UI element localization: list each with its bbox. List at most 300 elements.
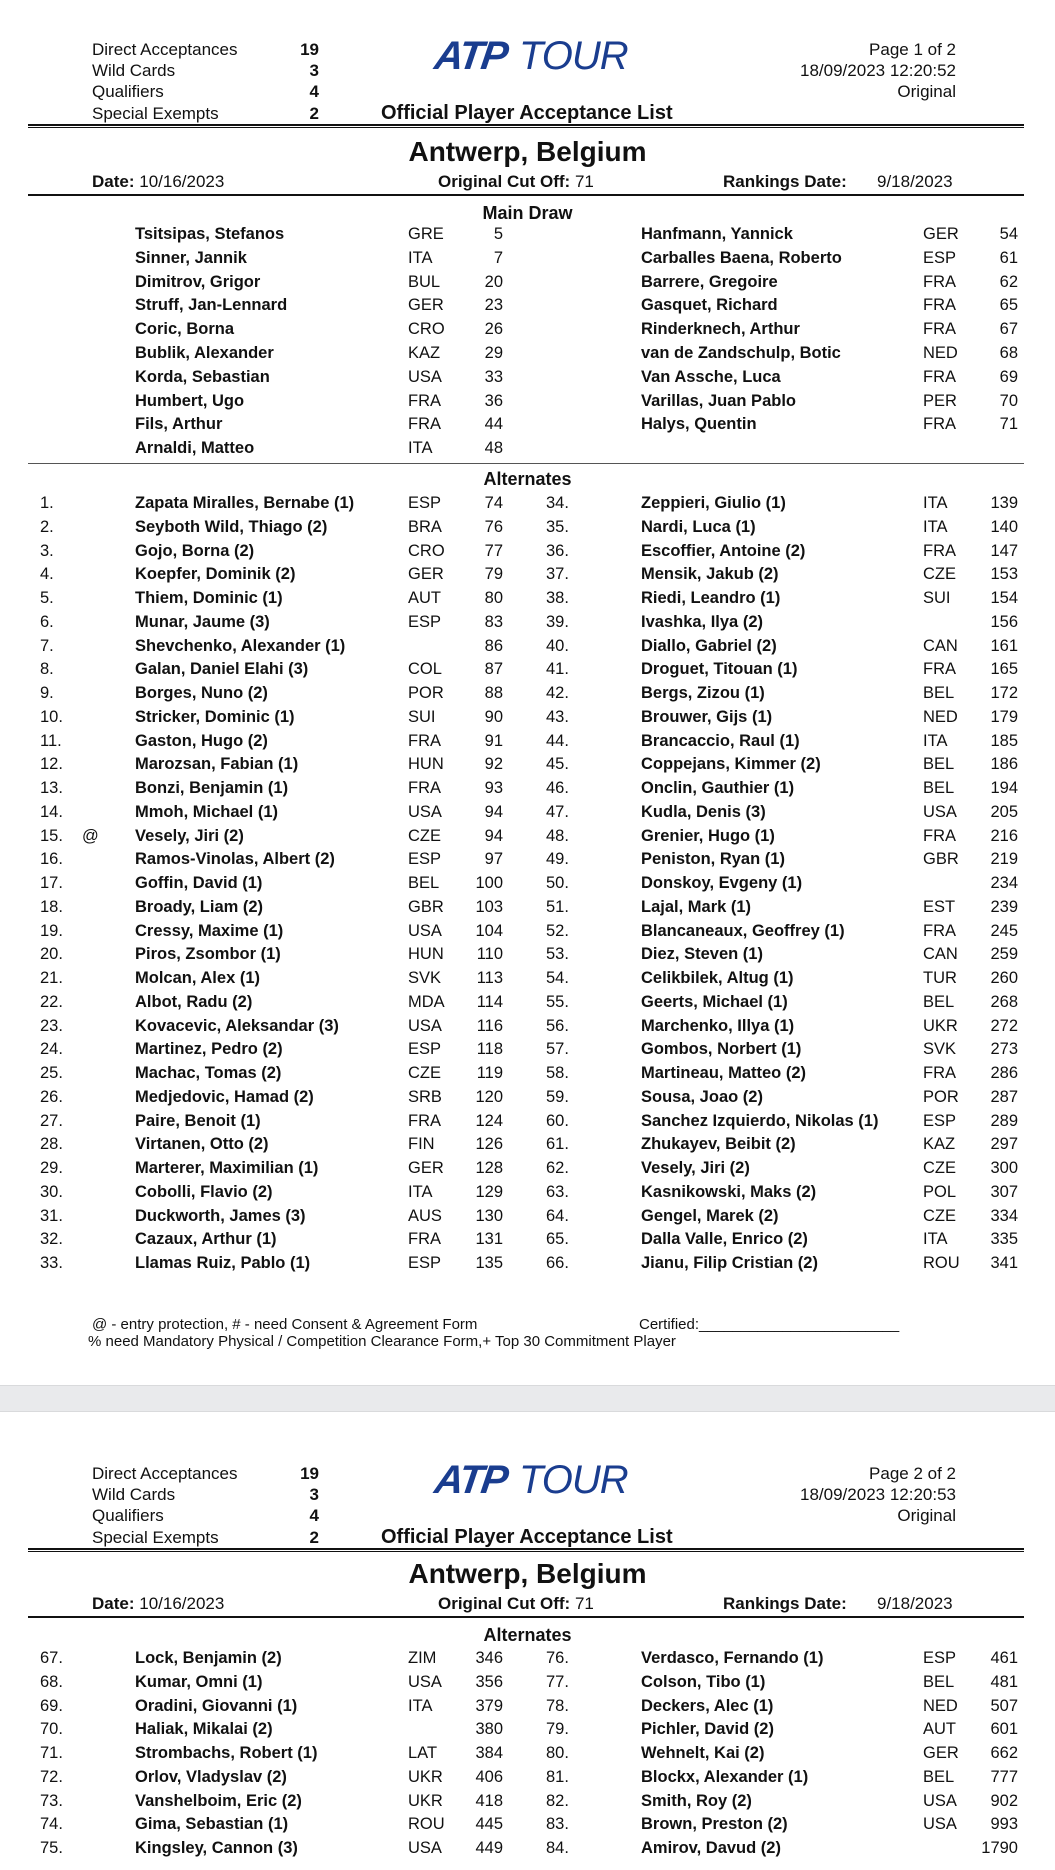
player-name: Seyboth Wild, Thiago (2) [135, 517, 328, 536]
table-row [0, 922, 1055, 946]
date-value: 10/16/2023 [139, 1594, 225, 1613]
player-nationality: FRA [923, 660, 956, 679]
stat-label-wildcards: Wild Cards [92, 1485, 176, 1504]
player-ranking: 36 [484, 391, 503, 410]
player-ranking: 61 [999, 248, 1018, 267]
certified-line: Certified:________________________ [639, 1316, 900, 1333]
stat-label-direct: Direct Acceptances [92, 1464, 238, 1483]
player-nationality: NED [923, 344, 958, 362]
player-name: Thiem, Dominic (1) [135, 589, 283, 607]
player-nationality: SUI [408, 707, 436, 726]
player-name: Hanfmann, Yannick [641, 225, 793, 243]
alternate-number: 27. [40, 1111, 63, 1130]
player-nationality: ZIM [408, 1649, 437, 1667]
player-ranking: 76 [484, 517, 503, 536]
player-nationality: ITA [923, 517, 948, 536]
alternate-number: 2. [40, 517, 54, 536]
player-ranking: 131 [475, 1230, 503, 1249]
alternate-number: 30. [40, 1182, 63, 1201]
player-nationality: GBR [408, 897, 444, 916]
table-row [0, 1159, 1055, 1183]
player-ranking: 147 [990, 541, 1018, 560]
player-name: Blockx, Alexander (1) [641, 1767, 809, 1786]
player-name: Paire, Benoit (1) [135, 1111, 261, 1130]
player-nationality: ITA [408, 439, 433, 458]
player-nationality: KAZ [408, 344, 441, 362]
player-ranking: 307 [990, 1182, 1018, 1201]
table-row [0, 1064, 1055, 1088]
alternate-number: 78. [546, 1696, 569, 1715]
player-name: Marozsan, Fabian (1) [135, 755, 299, 774]
player-name: Brown, Preston (2) [641, 1815, 788, 1834]
alternate-number: 44. [546, 731, 569, 750]
table-row [0, 296, 1055, 320]
alternate-number: 59. [546, 1087, 569, 1106]
alternate-number: 10. [40, 707, 63, 726]
alternate-number: 1. [40, 494, 54, 512]
player-name: Llamas Ruiz, Pablo (1) [135, 1254, 311, 1272]
player-ranking: 219 [990, 850, 1018, 869]
player-ranking: 74 [484, 494, 503, 512]
player-ranking: 67 [999, 320, 1018, 339]
table-row [0, 1112, 1055, 1136]
table-row [0, 518, 1055, 542]
alternate-number: 48. [546, 826, 569, 845]
player-name: Blancaneaux, Geoffrey (1) [641, 921, 845, 940]
alternate-number: 32. [40, 1230, 63, 1249]
player-name: Sinner, Jannik [135, 248, 247, 267]
player-ranking: 129 [475, 1182, 503, 1201]
tour-logo-text: TOUR [519, 1458, 628, 1502]
player-name: Peniston, Ryan (1) [641, 850, 785, 869]
player-name: Virtanen, Otto (2) [135, 1135, 269, 1154]
player-ranking: 20 [484, 272, 503, 291]
player-name: Diez, Steven (1) [641, 945, 763, 964]
table-row [0, 1839, 1055, 1863]
alternate-number: 67. [40, 1649, 63, 1667]
player-nationality: AUT [923, 1720, 956, 1739]
player-ranking: 481 [990, 1672, 1018, 1691]
player-name: Arnaldi, Matteo [135, 439, 255, 458]
table-row [0, 803, 1055, 827]
alternate-number: 41. [546, 660, 569, 679]
player-nationality: CAN [923, 636, 958, 655]
player-name: Mmoh, Michael (1) [135, 802, 279, 821]
player-nationality: ESP [923, 1649, 957, 1667]
player-ranking: 507 [990, 1696, 1018, 1715]
player-ranking: 418 [475, 1791, 503, 1810]
alternate-number: 72. [40, 1767, 63, 1786]
player-name: Jianu, Filip Cristian (2) [641, 1254, 818, 1272]
table-row [0, 344, 1055, 368]
table-row [0, 993, 1055, 1017]
player-nationality: GER [923, 225, 959, 243]
player-name: Gojo, Borna (2) [135, 541, 255, 560]
player-name: Gengel, Marek (2) [641, 1206, 779, 1225]
player-name: Mensik, Jakub (2) [641, 565, 779, 584]
player-nationality: USA [923, 1815, 957, 1834]
table-row [0, 1183, 1055, 1207]
player-nationality: CZE [408, 1064, 441, 1082]
player-ranking: 449 [475, 1839, 503, 1857]
player-name: Kasnikowski, Maks (2) [641, 1182, 817, 1201]
player-name: Escoffier, Antoine (2) [641, 541, 806, 560]
table-row [0, 850, 1055, 874]
player-nationality: CZE [923, 1206, 956, 1225]
alternate-number: 20. [40, 945, 63, 964]
player-name: Gima, Sebastian (1) [135, 1815, 289, 1834]
table-row [0, 1815, 1055, 1839]
player-nationality: USA [408, 921, 442, 940]
alternate-number: 47. [546, 802, 569, 821]
player-ranking: 104 [475, 921, 503, 940]
player-nationality: ITA [408, 1182, 433, 1201]
player-ranking: 289 [990, 1111, 1018, 1130]
player-ranking: 97 [484, 850, 503, 869]
player-nationality: AUT [408, 589, 441, 607]
player-nationality: USA [923, 802, 957, 821]
player-nationality: GER [408, 1159, 444, 1177]
player-ranking: 461 [990, 1649, 1018, 1667]
player-nationality: SUI [923, 589, 951, 607]
table-row [0, 732, 1055, 756]
player-ranking: 116 [476, 1016, 503, 1035]
player-name: Sousa, Joao (2) [641, 1087, 763, 1106]
player-name: Broady, Liam (2) [135, 897, 264, 916]
section-divider [28, 463, 1024, 464]
alternate-number: 73. [40, 1791, 63, 1810]
player-name: Marchenko, Illya (1) [641, 1016, 795, 1035]
table-row [0, 494, 1055, 518]
player-nationality: ITA [408, 248, 433, 267]
player-name: Zhukayev, Beibit (2) [641, 1135, 796, 1154]
player-ranking: 128 [475, 1159, 503, 1177]
footer-legend-2: % need Mandatory Physical / Competition Clearance Form,+ Top 30 Commitment Player [88, 1333, 676, 1350]
player-name: Kudla, Denis (3) [641, 802, 766, 821]
player-ranking: 26 [484, 320, 503, 339]
alternate-number: 45. [546, 755, 569, 774]
player-nationality: FRA [408, 779, 441, 797]
table-row [0, 1207, 1055, 1231]
player-name: Bonzi, Benjamin (1) [135, 779, 289, 797]
player-ranking: 379 [475, 1696, 503, 1715]
player-nationality: CZE [923, 1159, 956, 1177]
alternate-number: 65. [546, 1230, 569, 1249]
table-row [0, 755, 1055, 779]
player-name: Celikbilek, Altug (1) [641, 969, 794, 987]
player-nationality: FRA [408, 415, 441, 434]
player-name: Varillas, Juan Pablo [641, 391, 796, 410]
player-ranking: 234 [990, 874, 1018, 892]
player-ranking: 94 [484, 826, 503, 845]
alternate-number: 71. [40, 1744, 63, 1762]
player-nationality: ESP [408, 612, 442, 631]
table-row [0, 1697, 1055, 1721]
player-ranking: 272 [990, 1016, 1018, 1035]
atp-tour-logo [431, 34, 628, 78]
player-name: Dalla Valle, Enrico (2) [641, 1230, 808, 1249]
player-ranking: 86 [484, 636, 503, 655]
table-row [0, 439, 1055, 463]
player-ranking: 93 [484, 779, 503, 797]
player-name: Barrere, Gregoire [641, 272, 778, 291]
player-name: Pichler, David (2) [641, 1720, 774, 1739]
table-row [0, 1744, 1055, 1768]
player-name: Amirov, Davud (2) [641, 1839, 781, 1857]
player-ranking: 88 [484, 684, 503, 702]
player-nationality: FRA [923, 272, 956, 291]
player-ranking: 23 [484, 296, 503, 315]
player-name: Bergs, Zizou (1) [641, 684, 765, 702]
player-name: Coric, Borna [135, 320, 235, 339]
player-nationality: ESP [408, 1040, 442, 1059]
player-ranking: 172 [990, 684, 1018, 702]
player-nationality: ROU [408, 1815, 445, 1834]
player-name: Gaston, Hugo (2) [135, 731, 268, 750]
player-ranking: 110 [476, 945, 503, 964]
player-nationality: CRO [408, 320, 445, 339]
player-name: Carballes Baena, Roberto [641, 248, 842, 267]
subheader-divider [28, 1616, 1024, 1618]
cutoff-value: 71 [574, 1594, 594, 1613]
date-field [92, 172, 224, 192]
table-row [0, 1230, 1055, 1254]
player-ranking: 186 [990, 755, 1018, 774]
player-name: Dimitrov, Grigor [135, 272, 261, 291]
table-row [0, 273, 1055, 297]
table-row [0, 368, 1055, 392]
player-ranking: 239 [990, 897, 1018, 916]
entry-flag: @ [82, 826, 99, 845]
date-label: Date: [92, 172, 135, 191]
alternate-number: 76. [546, 1649, 569, 1667]
player-nationality: EST [923, 897, 956, 916]
alternate-number: 28. [40, 1135, 63, 1154]
stat-value-wildcards: 3 [309, 1485, 319, 1504]
player-ranking: 77 [484, 541, 503, 560]
page-number: Page 2 of 2 [869, 1464, 956, 1483]
player-nationality: SVK [408, 969, 442, 987]
alternate-number: 77. [546, 1672, 569, 1691]
player-ranking: 406 [475, 1767, 503, 1786]
player-nationality: ITA [923, 1230, 948, 1249]
alternate-number: 69. [40, 1696, 63, 1715]
player-name: Sanchez Izquierdo, Nikolas (1) [641, 1111, 879, 1130]
player-nationality: FRA [923, 826, 956, 845]
player-ranking: 902 [990, 1791, 1018, 1810]
table-row [0, 1017, 1055, 1041]
stat-value-direct: 19 [300, 40, 319, 59]
player-ranking: 154 [990, 589, 1018, 607]
player-ranking: 259 [990, 945, 1018, 964]
document-page-2 [0, 1412, 1055, 1870]
player-ranking: 83 [484, 612, 503, 631]
atp-tour-logo [431, 1458, 628, 1502]
player-ranking: 260 [990, 969, 1018, 987]
player-ranking: 993 [990, 1815, 1018, 1834]
table-row [0, 874, 1055, 898]
player-nationality: ROU [923, 1254, 960, 1272]
player-nationality: ESP [408, 1254, 442, 1272]
player-nationality: POL [923, 1182, 957, 1201]
player-ranking: 140 [990, 517, 1018, 536]
player-ranking: 68 [999, 344, 1018, 362]
rankings-date-value: 9/18/2023 [877, 1594, 953, 1613]
player-nationality: TUR [923, 969, 957, 987]
player-ranking: 33 [484, 367, 503, 386]
table-row [0, 392, 1055, 416]
alternate-number: 36. [546, 541, 569, 560]
alternate-number: 3. [40, 541, 54, 560]
player-nationality: CZE [408, 826, 441, 845]
player-name: Nardi, Luca (1) [641, 517, 756, 536]
player-nationality: POR [923, 1087, 959, 1106]
alternate-number: 12. [40, 755, 63, 774]
player-nationality: USA [408, 1016, 442, 1035]
player-name: Shevchenko, Alexander (1) [135, 636, 346, 655]
player-name: Goffin, David (1) [135, 874, 263, 892]
alternate-number: 54. [546, 969, 569, 987]
player-ranking: 165 [990, 660, 1018, 679]
player-ranking: 194 [990, 779, 1018, 797]
player-nationality: ITA [408, 1696, 433, 1715]
alternate-number: 60. [546, 1111, 569, 1130]
player-ranking: 334 [990, 1206, 1018, 1225]
player-name: Kovacevic, Aleksandar (3) [135, 1016, 339, 1035]
player-nationality: USA [408, 802, 442, 821]
player-name: Galan, Daniel Elahi (3) [135, 660, 309, 679]
alternate-number: 11. [40, 731, 62, 750]
player-name: Korda, Sebastian [135, 367, 270, 386]
date-value: 10/16/2023 [139, 172, 225, 191]
alternate-number: 74. [40, 1815, 63, 1834]
player-name: Humbert, Ugo [135, 391, 245, 410]
table-row [0, 1649, 1055, 1673]
alternate-number: 61. [546, 1135, 569, 1154]
player-ranking: 69 [999, 367, 1018, 386]
alternate-number: 84. [546, 1839, 569, 1857]
player-name: Piros, Zsombor (1) [135, 945, 281, 964]
player-nationality: MDA [408, 992, 445, 1011]
alternate-number: 35. [546, 517, 569, 536]
timestamp: 18/09/2023 12:20:53 [800, 1485, 956, 1504]
player-nationality: CAN [923, 945, 958, 964]
player-ranking: 273 [990, 1040, 1018, 1059]
player-ranking: 156 [990, 612, 1018, 631]
player-name: Van Assche, Luca [641, 367, 781, 386]
player-name: Haliak, Mikalai (2) [135, 1720, 273, 1739]
player-name: Kingsley, Cannon (3) [135, 1839, 298, 1857]
player-nationality: FRA [408, 1230, 441, 1249]
table-row [0, 660, 1055, 684]
player-name: Munar, Jaume (3) [135, 612, 270, 631]
player-nationality: FRA [923, 296, 956, 315]
player-nationality: UKR [923, 1016, 958, 1035]
player-nationality: FRA [408, 391, 441, 410]
alternate-number: 8. [40, 660, 54, 679]
table-row [0, 1720, 1055, 1744]
player-name: Vesely, Jiri (2) [641, 1159, 750, 1177]
alternate-number: 29. [40, 1159, 63, 1177]
atp-logo-text: ATP [431, 34, 510, 78]
player-nationality: ITA [923, 731, 948, 750]
player-nationality: USA [408, 1839, 442, 1857]
alternate-number: 42. [546, 684, 569, 702]
player-name: Vanshelboim, Eric (2) [135, 1791, 302, 1810]
alternate-number: 38. [546, 589, 569, 607]
player-ranking: 44 [484, 415, 503, 434]
player-nationality: USA [408, 1672, 442, 1691]
player-nationality: KAZ [923, 1135, 956, 1154]
player-ranking: 139 [990, 494, 1018, 512]
player-name: Bublik, Alexander [135, 344, 274, 362]
alternate-number: 15. [40, 826, 63, 845]
player-nationality: FRA [923, 541, 956, 560]
stat-value-wildcards: 3 [309, 61, 319, 80]
player-nationality: BEL [408, 874, 440, 892]
table-row [0, 542, 1055, 566]
player-name: Borges, Nuno (2) [135, 684, 268, 702]
player-name: Orlov, Vladyslav (2) [135, 1767, 287, 1786]
alternates-title: Alternates [483, 469, 572, 489]
player-ranking: 124 [475, 1111, 503, 1130]
player-name: Verdasco, Fernando (1) [641, 1649, 824, 1667]
tour-logo-text: TOUR [519, 34, 628, 78]
rankings-date-value: 9/18/2023 [877, 172, 953, 191]
player-ranking: 445 [475, 1815, 503, 1834]
alternate-number: 83. [546, 1815, 569, 1834]
alternate-number: 26. [40, 1087, 63, 1106]
rankings-date-label: Rankings Date: [723, 1594, 847, 1613]
player-ranking: 48 [484, 439, 503, 458]
player-nationality: GRE [408, 225, 444, 243]
stat-label-qualifiers: Qualifiers [92, 82, 164, 101]
player-nationality: BEL [923, 1672, 955, 1691]
stat-value-special: 2 [309, 104, 319, 123]
player-ranking: 286 [990, 1064, 1018, 1082]
alternate-number: 52. [546, 921, 569, 940]
cutoff-label: Original Cut Off: [438, 172, 571, 191]
player-name: Martinez, Pedro (2) [135, 1040, 283, 1059]
player-ranking: 71 [999, 415, 1018, 434]
player-nationality: USA [408, 367, 442, 386]
player-name: Machac, Tomas (2) [135, 1064, 282, 1082]
player-name: Kumar, Omni (1) [135, 1672, 263, 1691]
table-row [0, 589, 1055, 613]
alternate-number: 63. [546, 1182, 569, 1201]
player-nationality: ESP [923, 248, 957, 267]
alternate-number: 64. [546, 1206, 569, 1225]
player-ranking: 130 [475, 1206, 503, 1225]
player-name: Deckers, Alec (1) [641, 1696, 774, 1715]
player-name: Tsitsipas, Stefanos [135, 225, 285, 243]
rankings-date-label: Rankings Date: [723, 172, 847, 191]
player-nationality: UKR [408, 1767, 443, 1786]
player-name: Gombos, Norbert (1) [641, 1040, 802, 1059]
alternate-number: 37. [546, 565, 569, 584]
tournament-city: Antwerp, Belgium [408, 136, 647, 167]
table-row [0, 945, 1055, 969]
player-name: Fils, Arthur [135, 415, 223, 434]
player-name: Albot, Radu (2) [135, 992, 253, 1011]
table-row [0, 1040, 1055, 1064]
alternate-number: 16. [40, 850, 63, 869]
date-field [92, 1594, 224, 1614]
alternate-number: 68. [40, 1672, 63, 1691]
player-name: Brancaccio, Raul (1) [641, 731, 800, 750]
player-ranking: 380 [475, 1720, 503, 1739]
table-row [0, 1254, 1055, 1278]
